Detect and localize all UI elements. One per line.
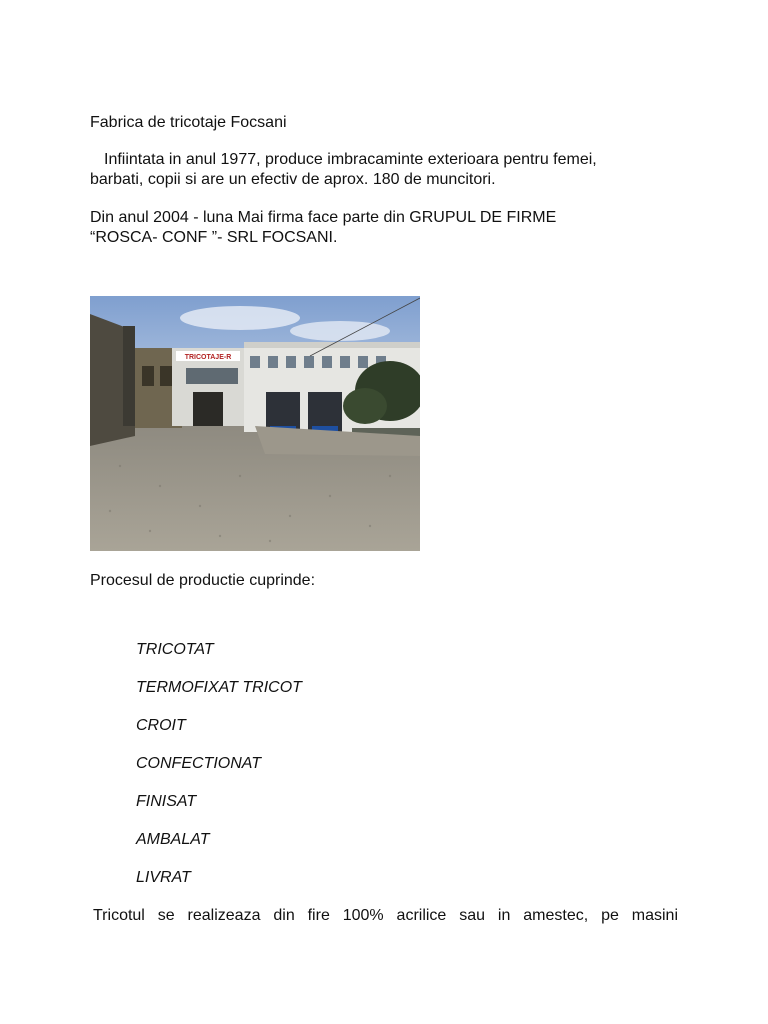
process-heading: Procesul de productie cuprinde:: [90, 572, 316, 589]
process-step: CONFECTIONAT: [136, 755, 262, 772]
intro-paragraph: [90, 150, 690, 190]
group-line-2: “ROSCA- CONF ”- SRL FOCSANI.: [90, 229, 338, 246]
process-step: TERMOFIXAT TRICOT: [136, 679, 302, 696]
factory-sign-text: TRICOTAJE-R: [184, 354, 232, 361]
intro-line-1: Infiintata in anul 1977, produce imbracaminte exterioara pentru femei,: [104, 151, 597, 168]
group-paragraph: [90, 208, 690, 248]
factory-photo: [90, 296, 420, 551]
group-line-1: Din anul 2004 - luna Mai firma face parte din GRUPUL DE FIRME: [90, 209, 557, 226]
process-step: TRICOTAT: [136, 641, 214, 658]
process-step: LIVRAT: [136, 869, 191, 886]
process-step: CROIT: [136, 717, 186, 734]
process-steps-list: [136, 640, 302, 906]
process-step: FINISAT: [136, 793, 197, 810]
intro-line-2: barbati, copii si are un efectiv de aprox. 180 de muncitori.: [90, 171, 496, 188]
document-title: Fabrica de tricotaje Focsani: [90, 114, 287, 131]
process-step: AMBALAT: [136, 831, 210, 848]
knitting-paragraph: Tricotul se realizeaza din fire 100% acrilice sau in amestec, pe masini: [93, 907, 678, 924]
